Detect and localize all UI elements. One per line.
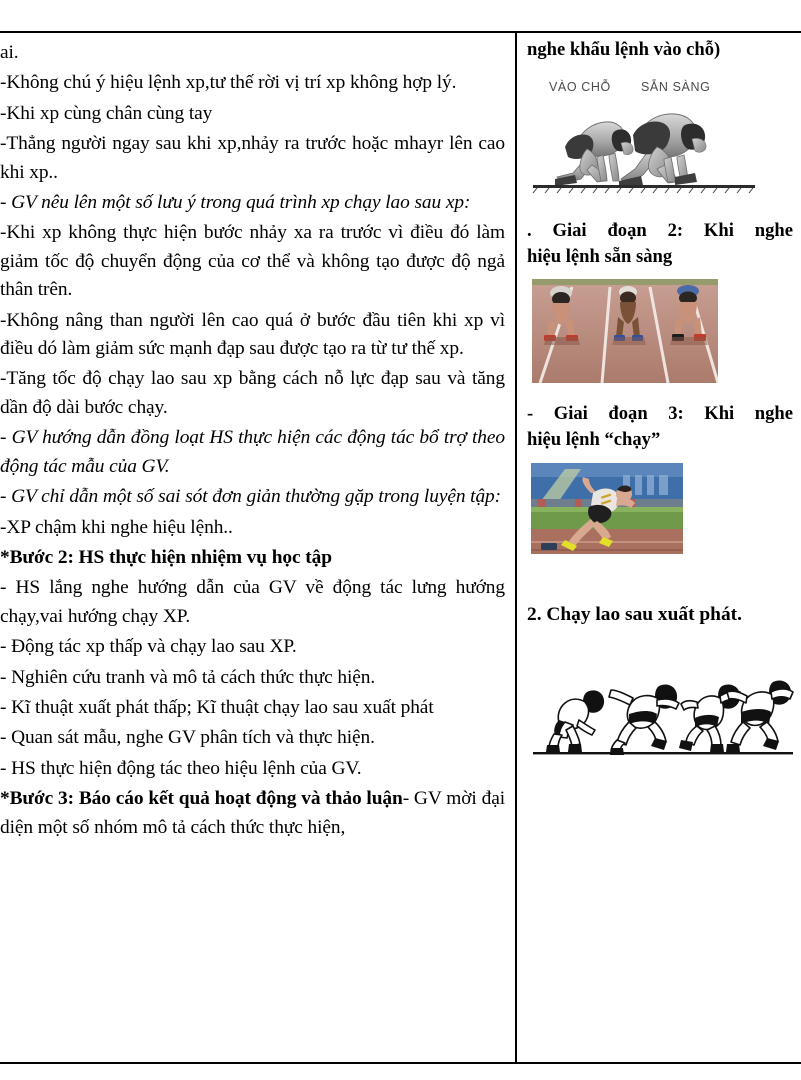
paragraph: -Khi xp không thực hiện bước nhảy xa ra trước vì điều đó làm giảm tốc độ chuyển động của cơ thể và không tạo được độ ngả thân trên. [0,222,505,301]
sprinters-in-blocks-photo [532,279,718,383]
heading-buoc-2: *Bước 2: HS thực hiện nhiệm vụ học tập [0,546,332,568]
paragraph: - HS thực hiện động tác theo hiệu lệnh của GV. [0,757,362,779]
table-cell-right [517,33,801,1062]
paragraph-italic: - GV hướng dẫn đồng loạt HS thực hiện các động tác bổ trợ theo động tác mẫu của GV. [0,427,505,477]
label-san-sang: SẴN SÀNG [641,80,711,94]
paragraph-italic: - GV chỉ dẫn một số sai sót đơn giản thường gặp trong luyện tập: [0,486,502,508]
heading-buoc-3: *Bước 3: Báo cáo kết quả hoạt động và thảo luận [0,788,403,810]
heading-stage-2-line2: hiệu lệnh sẵn sàng [527,246,673,267]
paragraph: -Không chú ý hiệu lệnh xp,tư thế rời vị trí xp không hợp lý. [0,72,457,94]
heading-stage-2-line1: . Giai đoạn 2: Khi nghe [527,220,793,241]
start-position-drawing [529,69,793,202]
label-vao-cho: VÀO CHỖ [549,80,611,94]
heading-stage-3-line1: - Giai đoạn 3: Khi nghe [527,403,793,424]
paragraph: -Không nâng than người lên cao quá ở bước đầu tiên khi xp vì điều dó làm giảm sức mạnh đạp sau được tạo ra từ tư thế xp. [0,309,505,360]
table-cell-left [0,33,517,1062]
paragraph: -Thẳng người ngay sau khi xp,nhảy ra trước hoặc mhayr lên cao khi xp.. [0,133,505,183]
heading-section-2: 2. Chạy lao sau xuất phát. [527,604,742,625]
paragraph-buoc-3-tail: - GV mời đại diện một số nhóm mô tả cách thức thực hiện, [0,788,505,838]
acceleration-sequence-drawing [529,672,793,769]
paragraph: - Kĩ thuật xuất phát thấp; Kĩ thuật chạy lao sau xuất phát [0,696,434,718]
paragraph: ai. [0,42,19,63]
paragraph: -XP chậm khi nghe hiệu lệnh.. [0,516,233,538]
two-column-table [0,31,801,1064]
paragraph: -Khi xp cùng chân cùng tay [0,102,213,124]
sprinter-accelerating-photo [531,463,683,554]
paragraph-italic: - GV nêu lên một số lưu ý trong quá trình xp chạy lao sau xp: [0,192,471,214]
paragraph: -Tăng tốc độ chạy lao sau xp bằng cách nỗ lực đạp sau và tăng dần độ dài bước chạy. [0,368,505,418]
heading-stage-3-line2: hiệu lệnh “chạy” [527,429,661,450]
paragraph-buoc-3 [0,785,505,842]
paragraph: - Nghiên cứu tranh và mô tả cách thức thực hiện. [0,666,376,688]
paragraph: - Động tác xp thấp và chạy lao sau XP. [0,636,297,658]
paragraph: - HS lắng nghe hướng dẫn của GV về động tác lưng hướng chạy,vai hướng chạy XP. [0,577,505,627]
paragraph: - Quan sát mẫu, nghe GV phân tích và thực hiện. [0,727,375,749]
heading-top-continuation: nghe khẩu lệnh vào chỗ) [527,39,721,60]
